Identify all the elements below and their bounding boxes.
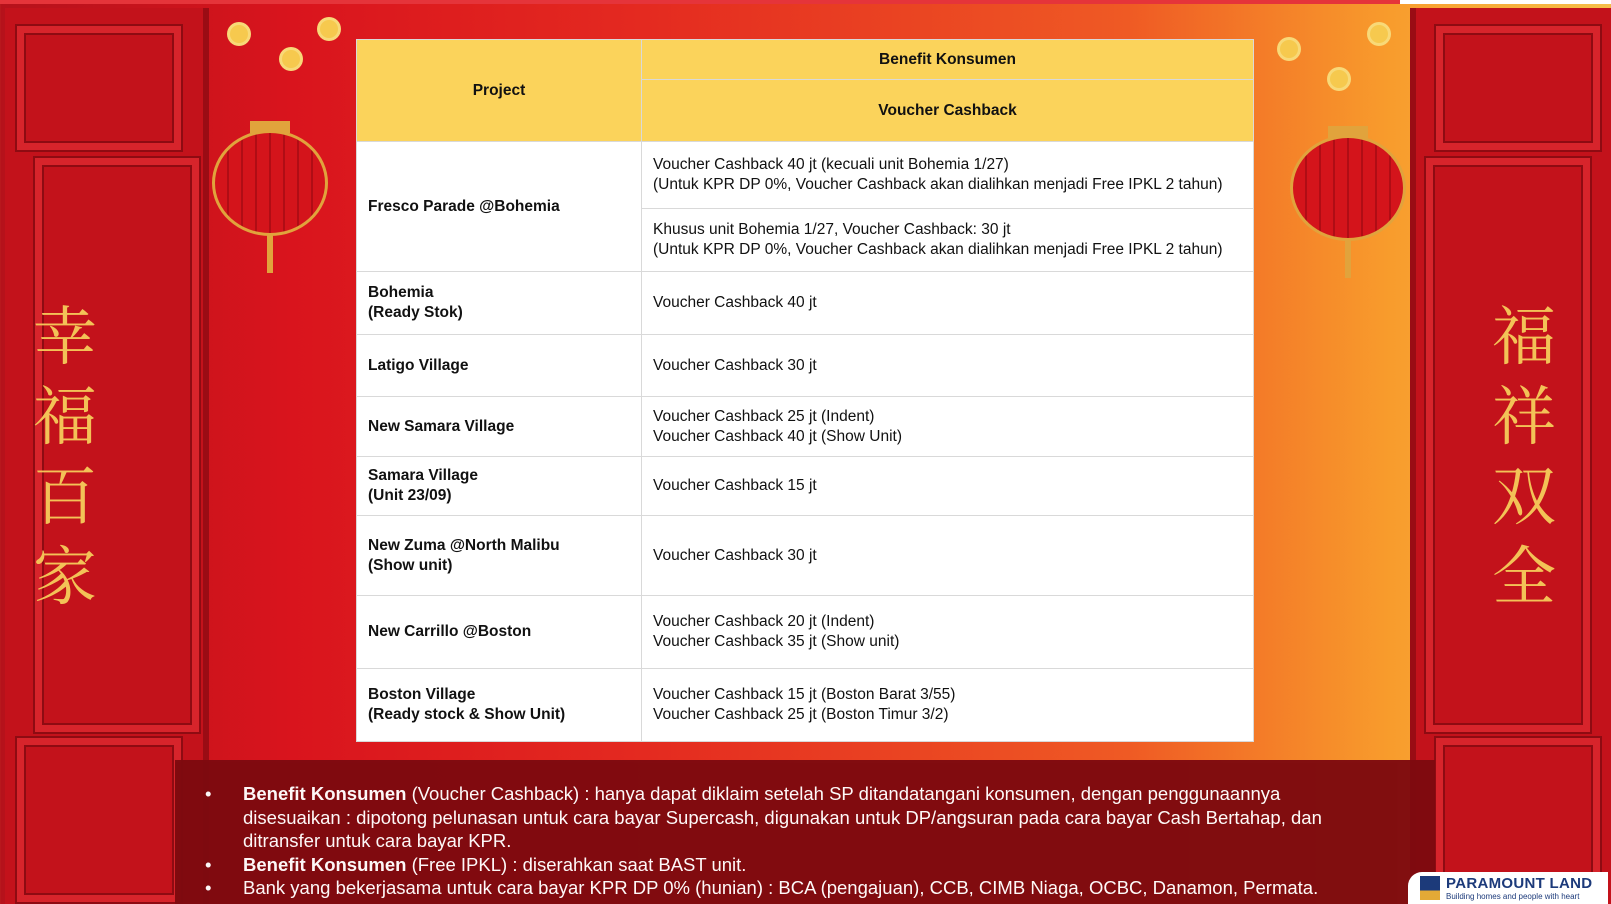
project-cell: Bohemia (Ready Stok) [357, 272, 642, 335]
top-rule-right [1400, 0, 1611, 4]
table-row [357, 272, 1254, 335]
blessing-char: 福 [1492, 301, 1556, 375]
logo-name: PARAMOUNT LAND [1446, 874, 1593, 892]
blossom-icon [1370, 25, 1388, 43]
note-item: • Benefit Konsumen (Free IPKL) : diserahkan saat BAST unit. [205, 853, 1365, 877]
table-row [357, 669, 1254, 742]
project-cell: Boston Village (Ready stock & Show Unit) [357, 669, 642, 742]
benefit-cell: Voucher Cashback 30 jt [642, 335, 1254, 397]
lattice-frame [1436, 738, 1600, 882]
lantern-icon [1290, 135, 1406, 241]
blossom-icon [230, 25, 248, 43]
benefit-cell: Voucher Cashback 30 jt [642, 516, 1254, 596]
blessing-char: 祥 [1492, 381, 1556, 455]
project-cell: Fresco Parade @Bohemia [357, 142, 642, 272]
note-item: • Bank yang bekerjasama untuk cara bayar KPR DP 0% (hunian) : BCA (pengajuan), CCB, CIMB Niaga, OCBC, Danamon, Permata. [205, 876, 1365, 900]
paramount-land-logo [1408, 872, 1608, 904]
note-item: • Benefit Konsumen (Voucher Cashback) : hanya dapat diklaim setelah SP ditandatangani konsumen, dengan penggunaannya disesuaikan : dipotong pelunasan untuk cara bayar Supercash, digunakan untuk DP/angsuran pada cara bayar Cash Bertahap, dan ditransfer untuk cara bayar KPR. [205, 782, 1365, 853]
blossom-icon [1330, 70, 1348, 88]
table-row [357, 596, 1254, 669]
right-blessing-characters [1474, 298, 1574, 618]
lattice-frame [17, 26, 181, 150]
blossom-icon [282, 50, 300, 68]
blessing-char: 福 [33, 381, 97, 455]
blossom-icon [320, 20, 338, 38]
benefit-cell: Voucher Cashback 40 jt [642, 272, 1254, 335]
table-row [357, 397, 1254, 457]
top-rule [0, 0, 1400, 4]
header-benefit: Benefit Konsumen [642, 40, 1254, 80]
blessing-char: 家 [33, 541, 97, 615]
blessing-char: 百 [33, 461, 97, 535]
lantern-icon [212, 130, 328, 236]
benefit-cell: Voucher Cashback 15 jt [642, 457, 1254, 516]
benefit-cell: Voucher Cashback 20 jt (Indent) Voucher Cashback 35 jt (Show unit) [642, 596, 1254, 669]
project-cell: Latigo Village [357, 335, 642, 397]
blessing-char: 幸 [33, 301, 97, 375]
lattice-frame [1436, 26, 1600, 150]
logo-mark-icon [1420, 876, 1440, 900]
benefit-table [356, 39, 1254, 742]
right-decor-panel [1410, 8, 1611, 904]
header-voucher: Voucher Cashback [642, 80, 1254, 142]
header-project: Project [357, 40, 642, 142]
blessing-char: 全 [1492, 541, 1556, 615]
table-row [357, 142, 1254, 209]
benefit-cell: Voucher Cashback 25 jt (Indent) Voucher Cashback 40 jt (Show Unit) [642, 397, 1254, 457]
project-cell: New Zuma @North Malibu (Show unit) [357, 516, 642, 596]
benefit-cell: Voucher Cashback 40 jt (kecuali unit Bohemia 1/27) (Untuk KPR DP 0%, Voucher Cashback akan dialihkan menjadi Free IPKL 2 tahun) [642, 142, 1254, 209]
benefit-cell: Khusus unit Bohemia 1/27, Voucher Cashback: 30 jt (Untuk KPR DP 0%, Voucher Cashback akan dialihkan menjadi Free IPKL 2 tahun) [642, 209, 1254, 272]
benefit-cell: Voucher Cashback 15 jt (Boston Barat 3/55) Voucher Cashback 25 jt (Boston Timur 3/2) [642, 669, 1254, 742]
table-row [357, 457, 1254, 516]
project-cell: Samara Village (Unit 23/09) [357, 457, 642, 516]
blossom-icon [1280, 40, 1298, 58]
terms-notes [175, 760, 1435, 904]
table-row [357, 335, 1254, 397]
blessing-char: 双 [1492, 461, 1556, 535]
table-row [357, 516, 1254, 596]
project-cell: New Samara Village [357, 397, 642, 457]
left-blessing-characters [25, 298, 105, 618]
lattice-frame [17, 738, 181, 902]
logo-tagline: Building homes and people with heart [1446, 891, 1580, 901]
project-cell: New Carrillo @Boston [357, 596, 642, 669]
